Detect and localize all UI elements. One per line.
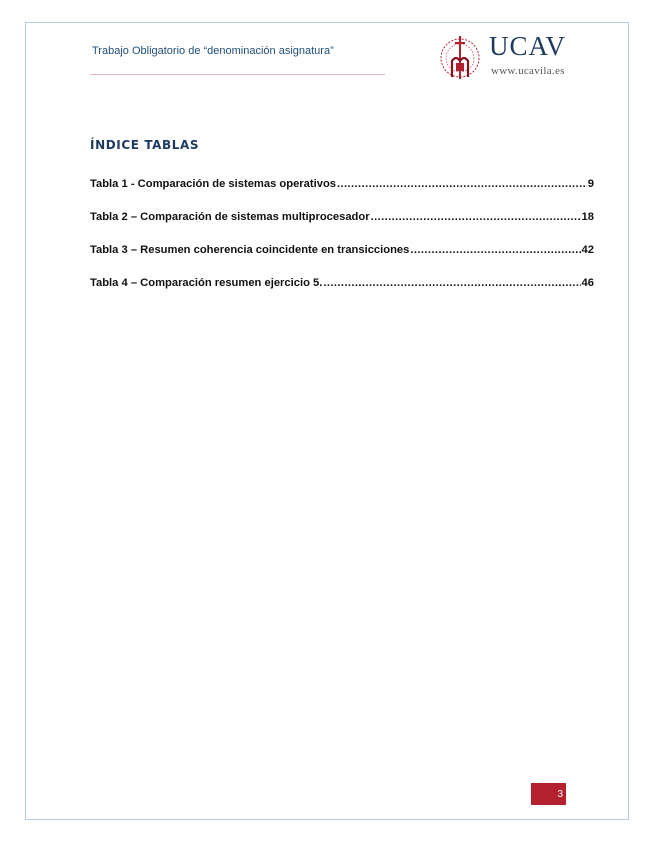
page-number: 3	[557, 788, 563, 800]
ucav-seal-icon	[437, 33, 483, 81]
toc-dot-leader	[410, 244, 580, 256]
toc-dot-leader	[337, 178, 587, 190]
index-heading: ÍNDICE TABLAS	[90, 138, 200, 152]
header-title: Trabajo Obligatorio de “denominación asignatura”	[92, 45, 334, 57]
toc-dot-leader	[323, 277, 580, 289]
toc-entry-title: Tabla 2 – Comparación de sistemas multiprocesador	[90, 211, 370, 223]
toc-entry[interactable]	[90, 211, 594, 244]
toc-entry-page: 9	[587, 178, 594, 190]
toc-entry-page: 42	[581, 244, 594, 256]
toc-entry[interactable]	[90, 178, 594, 211]
header-divider	[90, 74, 385, 75]
toc-entry-page: 46	[581, 277, 594, 289]
table-of-tables	[90, 178, 594, 310]
page-number-badge	[531, 783, 566, 805]
toc-entry-title: Tabla 4 – Comparación resumen ejercicio 5.	[90, 277, 323, 289]
toc-dot-leader	[371, 211, 581, 223]
toc-entry-page: 18	[581, 211, 594, 223]
toc-entry-title: Tabla 1 - Comparación de sistemas operativos	[90, 178, 336, 190]
toc-entry-title: Tabla 3 – Resumen coherencia coincidente en transicciones	[90, 244, 410, 256]
toc-entry[interactable]	[90, 244, 594, 277]
logo-wordmark: UCAV	[489, 31, 567, 61]
toc-entry[interactable]	[90, 277, 594, 310]
logo-url: www.ucavila.es	[491, 65, 565, 77]
